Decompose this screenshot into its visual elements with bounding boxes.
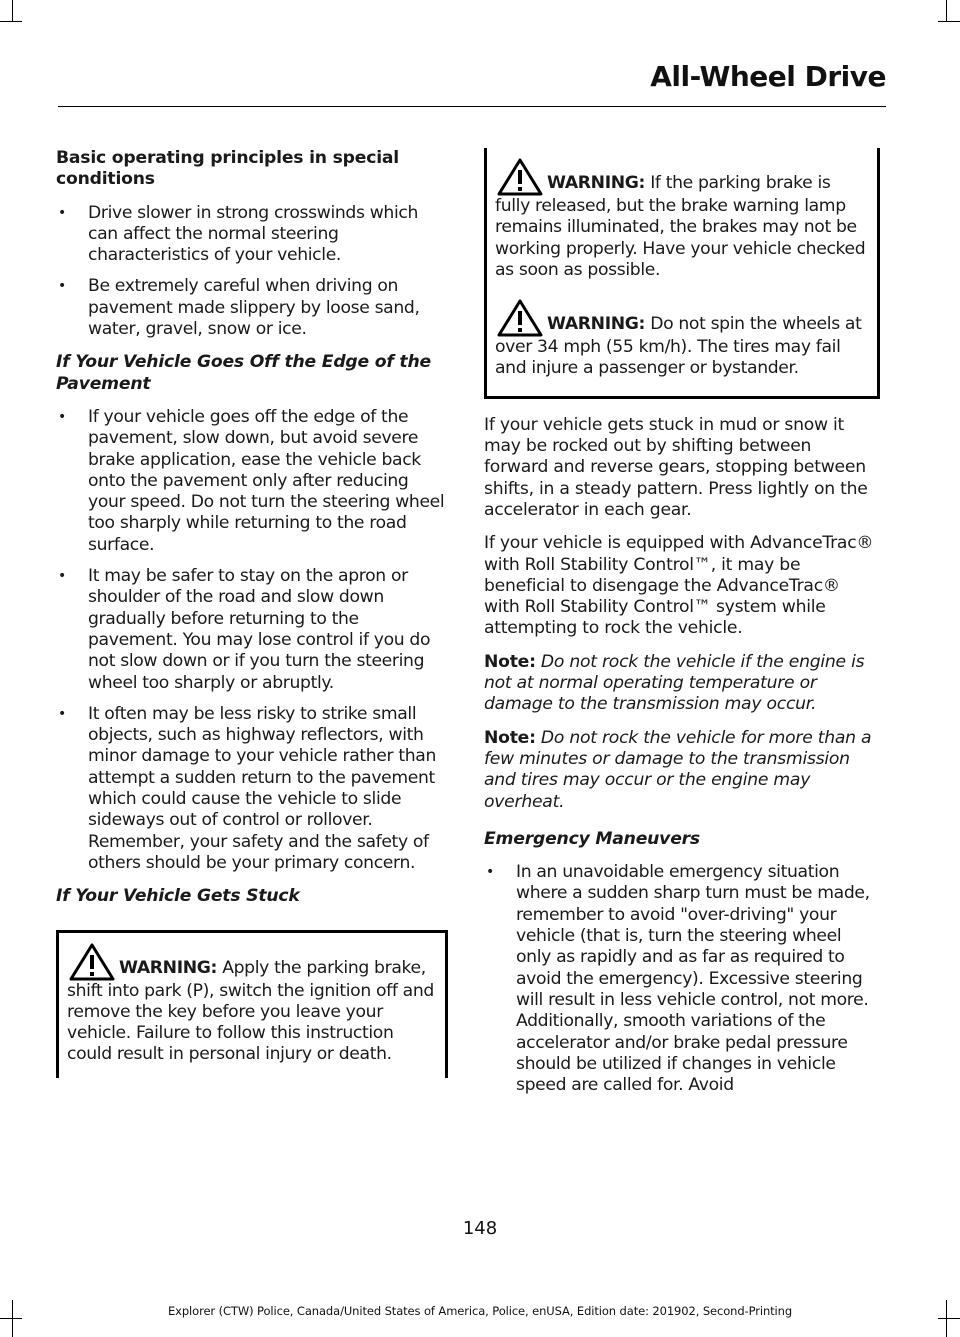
warning-triangle-icon: [69, 943, 115, 981]
section-heading-off-edge: If Your Vehicle Goes Off the Edge of the Pavement: [56, 352, 431, 394]
crop-mark-bl-h: [0, 1318, 22, 1319]
list-item: • It may be safer to stay on the apron or shoulder of the road and slow down gradually before returning to the pavement. You may lose control if you do not slow down or if you turn the steering wheel too sharply or abruptly.: [56, 566, 448, 694]
note-temperature: [484, 652, 880, 716]
note-text: Do not rock the vehicle if the engine is not at normal operating temperature or damage to the transmission may occur.: [484, 651, 865, 715]
bullet-list-special-conditions: [56, 203, 448, 341]
footer-edition: Explorer (CTW) Police, Canada/United States of America, Police, enUSA, Edition date: 201902, Second-Printing: [167, 1304, 793, 1318]
list-item: • If your vehicle goes off the edge of the pavement, slow down, but avoid severe brake application, ease the vehicle back onto the pavement only after reducing your speed. Do not turn the steering wheel too sharply while returning to the road surface.: [56, 407, 448, 556]
warning-brake-lamp: [495, 158, 869, 281]
bullet-list-emergency: [484, 862, 880, 1096]
crop-mark-br-h: [938, 1318, 960, 1319]
warning-text: If the parking brake is fully released, but the brake warning lamp remains illuminated, the brakes may not be working properly. Have your vehicle checked as soon as possible.: [495, 173, 866, 280]
note-text: Do not rock the vehicle for more than a few minutes or damage to the transmission and tires may occur or the engine may overheat.: [484, 727, 872, 812]
warning-label: WARNING:: [547, 173, 646, 193]
section-heading-special-conditions: Basic operating principles in special conditions: [56, 148, 399, 190]
header-divider: [58, 106, 886, 107]
page-number: 148: [462, 1218, 498, 1239]
warning-box-parking: [56, 930, 448, 1078]
warning-triangle-icon: [497, 158, 543, 196]
left-column: [56, 148, 448, 1078]
warning-triangle-icon: [497, 299, 543, 337]
note-label: Note:: [484, 727, 536, 748]
warning-parking-brake: [67, 943, 437, 1066]
crop-mark-tl-v: [12, 0, 13, 22]
crop-mark-tr-h: [938, 21, 960, 22]
bullet-list-off-edge: [56, 407, 448, 874]
warning-text: Do not spin the wheels at over 34 mph (55 km/h). The tires may fail and injure a passenger or bystander.: [495, 314, 862, 379]
paragraph-rocking: If your vehicle gets stuck in mud or snow it may be rocked out by shifting between forward and reverse gears, stopping between shifts, in a steady pattern. Press lightly on the accelerator in each gear.: [484, 414, 868, 520]
note-label: Note:: [484, 651, 536, 672]
warning-box-brakes: [484, 148, 880, 399]
list-item: • Be extremely careful when driving on pavement made slippery by loose sand, water, gravel, snow or ice.: [56, 276, 448, 340]
list-item: • It often may be less risky to strike small objects, such as highway reflectors, with minor damage to your vehicle rather than attempt a sudden return to the pavement which could cause the vehicle to slide sideways out of control or rollover. Remember, your safety and the safety of others should be your primary concern.: [56, 704, 448, 874]
warning-label: WARNING:: [119, 957, 218, 978]
crop-mark-tr-v: [946, 0, 947, 22]
right-column: [484, 148, 880, 1108]
paragraph-advancetrac: If your vehicle is equipped with AdvanceTrac® with Roll Stability Control™, it may be beneficial to disengage the AdvanceTrac® with Roll Stability Control™ system while attempting to rock the vehicle.: [484, 533, 874, 639]
list-item: • Drive slower in strong crosswinds which can affect the normal steering characteristics of your vehicle.: [56, 203, 448, 267]
note-duration: [484, 728, 880, 813]
section-heading-stuck: If Your Vehicle Gets Stuck: [56, 886, 300, 907]
warning-spin-wheels: [495, 299, 869, 380]
section-heading-emergency: Emergency Maneuvers: [484, 828, 700, 849]
crop-mark-tl-h: [0, 21, 22, 22]
page-title: All-Wheel Drive: [650, 60, 886, 93]
warning-text: Apply the parking brake, shift into park (P), switch the ignition off and remove the key before you leave your vehicle. Failure to follow this instruction could result in personal injury or death.: [67, 957, 434, 1065]
warning-label: WARNING:: [547, 314, 646, 335]
list-item: • In an unavoidable emergency situation where a sudden sharp turn must be made, remember to avoid "over-driving" your vehicle (that is, turn the steering wheel only as rapidly and as far as required to avoid the emergency). Excessive steering will result in less vehicle control, not more. Additionally, smooth variations of the accelerator and/or brake pedal pressure should be utilized if changes in vehicle speed are called for. Avoid: [484, 862, 880, 1096]
